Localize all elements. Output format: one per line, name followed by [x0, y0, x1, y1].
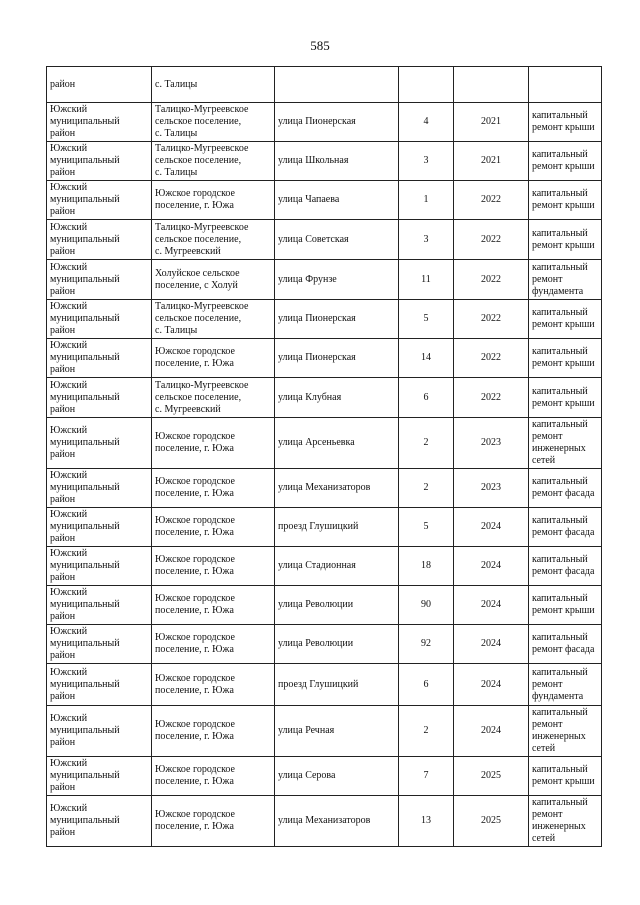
year-cell-text: 2023 — [481, 437, 501, 448]
house-number-cell-text: 6 — [423, 678, 429, 690]
table-row — [47, 706, 602, 757]
street-cell-text: улица Фрунзе — [278, 273, 337, 285]
house-number-cell — [399, 220, 454, 260]
page-number: 585 — [310, 38, 330, 53]
district-cell — [47, 664, 152, 706]
street-cell-text: улица Пионерская — [278, 352, 356, 363]
district-cell-text: Южский муниципальный район — [50, 379, 120, 415]
house-number-cell — [399, 67, 454, 103]
street-cell — [275, 67, 399, 103]
work-type-cell — [529, 418, 602, 469]
settlement-cell-text: Южское городское поселение, г. Южа — [155, 188, 235, 211]
year-cell — [454, 508, 529, 547]
house-number-cell-text: 11 — [421, 273, 431, 285]
table-row — [47, 757, 602, 796]
year-cell-text: 2023 — [481, 482, 501, 493]
street-cell-text: улица Механизаторов — [278, 482, 371, 493]
settlement-cell-text: Южское городское поселение, г. Южа — [155, 515, 235, 538]
house-number-cell-text: 4 — [423, 116, 429, 127]
house-number-cell-text: 2 — [423, 725, 429, 736]
district-cell — [47, 469, 152, 508]
work-type-cell-text: капитальный ремонт крыши — [532, 149, 595, 172]
street-cell — [275, 547, 399, 586]
settlement-cell-text: Южское городское поселение, г. Южа — [155, 719, 235, 742]
work-type-cell — [529, 67, 602, 103]
settlement-cell — [152, 181, 275, 220]
house-number-cell-text: 5 — [423, 521, 429, 532]
house-number-cell — [399, 664, 454, 706]
settlement-cell-text: Талицко-Мугреевское сельское поселение, с. Мугреевский — [155, 379, 249, 415]
district-cell-text: Южский муниципальный район — [50, 261, 120, 297]
work-type-cell-text: капитальный ремонт крыши — [532, 593, 595, 616]
table-row — [47, 796, 602, 847]
year-cell — [454, 757, 529, 796]
work-type-cell-text: капитальный ремонт крыши — [532, 385, 595, 409]
year-cell-text: 2024 — [481, 521, 501, 532]
year-cell-text: 2022 — [481, 391, 501, 403]
work-type-cell — [529, 378, 602, 418]
settlement-cell — [152, 220, 275, 260]
street-cell — [275, 103, 399, 142]
district-cell-text: район — [50, 78, 76, 90]
district-cell — [47, 378, 152, 418]
settlement-cell — [152, 260, 275, 300]
district-cell-text: Южский муниципальный район — [50, 425, 120, 460]
settlement-cell — [152, 586, 275, 625]
house-number-cell — [399, 796, 454, 847]
work-type-cell-text: капитальный ремонт инженерных сетей — [532, 707, 588, 754]
street-cell — [275, 181, 399, 220]
year-cell — [454, 664, 529, 706]
street-cell — [275, 706, 399, 757]
house-number-cell-text: 18 — [421, 560, 431, 571]
district-cell-text: Южский муниципальный район — [50, 104, 120, 139]
house-number-cell — [399, 300, 454, 339]
house-number-cell-text: 92 — [421, 638, 431, 649]
house-number-cell-text: 5 — [423, 313, 429, 324]
year-cell-text: 2024 — [481, 638, 501, 649]
housing-repair-table — [46, 66, 602, 847]
table-row — [47, 260, 602, 300]
settlement-cell-text: Южское городское поселение, г. Южа — [155, 809, 235, 832]
settlement-cell — [152, 418, 275, 469]
settlement-cell — [152, 547, 275, 586]
street-cell-text: улица Чапаева — [278, 194, 340, 205]
work-type-cell — [529, 757, 602, 796]
year-cell-text: 2024 — [481, 599, 501, 610]
settlement-cell-text: Талицко-Мугреевское сельское поселение, с. Мугреевский — [155, 221, 249, 257]
district-cell-text: Южский муниципальный район — [50, 340, 120, 375]
year-cell — [454, 378, 529, 418]
street-cell-text: улица Механизаторов — [278, 815, 371, 826]
year-cell — [454, 418, 529, 469]
district-cell-text: Южский муниципальный район — [50, 587, 120, 622]
work-type-cell — [529, 547, 602, 586]
settlement-cell-text: Южское городское поселение, г. Южа — [155, 431, 235, 454]
table-row — [47, 142, 602, 181]
table-row — [47, 181, 602, 220]
year-cell — [454, 706, 529, 757]
year-cell — [454, 220, 529, 260]
work-type-cell-text: капитальный ремонт фундамента — [532, 261, 588, 297]
work-type-cell — [529, 260, 602, 300]
house-number-cell-text: 2 — [423, 437, 429, 448]
house-number-cell — [399, 260, 454, 300]
work-type-cell-text: капитальный ремонт крыши — [532, 346, 595, 369]
house-number-cell — [399, 469, 454, 508]
district-cell-text: Южский муниципальный район — [50, 143, 120, 178]
table-row — [47, 220, 602, 260]
street-cell-text: улица Школьная — [278, 155, 349, 166]
settlement-cell-text: Южское городское поселение, г. Южа — [155, 632, 235, 655]
year-cell-text: 2024 — [481, 560, 501, 571]
house-number-cell — [399, 625, 454, 664]
work-type-cell-text: капитальный ремонт крыши — [532, 764, 595, 787]
table-row — [47, 469, 602, 508]
settlement-cell — [152, 300, 275, 339]
street-cell-text: улица Революции — [278, 638, 354, 649]
district-cell — [47, 103, 152, 142]
house-number-cell — [399, 418, 454, 469]
street-cell — [275, 664, 399, 706]
settlement-cell-text: Талицко-Мугреевское сельское поселение, с. Талицы — [155, 301, 249, 336]
house-number-cell — [399, 339, 454, 378]
street-cell — [275, 586, 399, 625]
work-type-cell — [529, 339, 602, 378]
street-cell-text: улица Советская — [278, 233, 349, 245]
house-number-cell-text: 13 — [421, 815, 431, 826]
district-cell — [47, 796, 152, 847]
table-row — [47, 625, 602, 664]
table-row — [47, 547, 602, 586]
house-number-cell-text: 14 — [421, 352, 431, 363]
settlement-cell — [152, 103, 275, 142]
house-number-cell — [399, 547, 454, 586]
house-number-cell-text: 1 — [423, 194, 429, 205]
street-cell — [275, 378, 399, 418]
work-type-cell — [529, 469, 602, 508]
settlement-cell — [152, 757, 275, 796]
district-cell — [47, 586, 152, 625]
work-type-cell-text: капитальный ремонт фасада — [532, 632, 595, 655]
district-cell — [47, 67, 152, 103]
work-type-cell-text: капитальный ремонт инженерных сетей — [532, 797, 588, 844]
house-number-cell-text: 2 — [423, 482, 429, 493]
year-cell — [454, 625, 529, 664]
district-cell — [47, 300, 152, 339]
year-cell — [454, 142, 529, 181]
district-cell-text: Южский муниципальный район — [50, 626, 120, 661]
street-cell-text: улица Речная — [278, 725, 335, 736]
settlement-cell-text: с. Талицы — [155, 78, 198, 90]
work-type-cell — [529, 625, 602, 664]
settlement-cell-text: Южское городское поселение, г. Южа — [155, 593, 235, 616]
year-cell-text: 2025 — [481, 770, 501, 781]
year-cell — [454, 260, 529, 300]
table-row — [47, 586, 602, 625]
table-row — [47, 378, 602, 418]
work-type-cell — [529, 706, 602, 757]
year-cell-text: 2022 — [481, 233, 501, 245]
year-cell-text: 2021 — [481, 155, 501, 166]
year-cell-text: 2024 — [481, 678, 501, 690]
street-cell — [275, 757, 399, 796]
settlement-cell-text: Южское городское поселение, г. Южа — [155, 554, 235, 577]
work-type-cell-text: капитальный ремонт крыши — [532, 227, 595, 251]
settlement-cell — [152, 142, 275, 181]
settlement-cell — [152, 664, 275, 706]
work-type-cell — [529, 664, 602, 706]
house-number-cell — [399, 757, 454, 796]
year-cell-text: 2022 — [481, 352, 501, 363]
street-cell-text: проезд Глушицкий — [278, 678, 359, 690]
table-row — [47, 508, 602, 547]
district-cell-text: Южский муниципальный район — [50, 713, 120, 748]
year-cell — [454, 469, 529, 508]
year-cell — [454, 586, 529, 625]
district-cell — [47, 757, 152, 796]
work-type-cell-text: капитальный ремонт фундамента — [532, 666, 588, 702]
year-cell — [454, 67, 529, 103]
street-cell — [275, 300, 399, 339]
district-cell — [47, 508, 152, 547]
street-cell-text: улица Клубная — [278, 391, 342, 403]
street-cell — [275, 220, 399, 260]
district-cell-text: Южский муниципальный район — [50, 548, 120, 583]
work-type-cell-text: капитальный ремонт инженерных сетей — [532, 419, 588, 466]
settlement-cell-text: Талицко-Мугреевское сельское поселение, с. Талицы — [155, 104, 249, 139]
district-cell-text: Южский муниципальный район — [50, 470, 120, 505]
house-number-cell — [399, 508, 454, 547]
work-type-cell — [529, 586, 602, 625]
work-type-cell-text: капитальный ремонт фасада — [532, 476, 595, 499]
street-cell — [275, 260, 399, 300]
district-cell-text: Южский муниципальный район — [50, 301, 120, 336]
house-number-cell — [399, 103, 454, 142]
table-row — [47, 664, 602, 706]
year-cell — [454, 103, 529, 142]
work-type-cell-text: капитальный ремонт крыши — [532, 188, 595, 211]
year-cell — [454, 547, 529, 586]
year-cell-text: 2022 — [481, 313, 501, 324]
settlement-cell-text: Южское городское поселение, г. Южа — [155, 764, 235, 787]
settlement-cell — [152, 706, 275, 757]
district-cell-text: Южский муниципальный район — [50, 221, 120, 257]
settlement-cell-text: Талицко-Мугреевское сельское поселение, с. Талицы — [155, 143, 249, 178]
work-type-cell — [529, 181, 602, 220]
district-cell — [47, 142, 152, 181]
house-number-cell — [399, 706, 454, 757]
house-number-cell-text: 3 — [423, 233, 429, 245]
table-row — [47, 103, 602, 142]
district-cell — [47, 418, 152, 469]
house-number-cell-text: 90 — [421, 599, 431, 610]
year-cell — [454, 339, 529, 378]
district-cell — [47, 547, 152, 586]
district-cell-text: Южский муниципальный район — [50, 182, 120, 217]
street-cell-text: улица Арсеньевка — [278, 437, 355, 448]
table-row — [47, 300, 602, 339]
district-cell-text: Южский муниципальный район — [50, 758, 120, 793]
house-number-cell-text: 7 — [423, 770, 429, 781]
year-cell-text: 2025 — [481, 815, 501, 826]
year-cell — [454, 181, 529, 220]
district-cell-text: Южский муниципальный район — [50, 509, 120, 544]
work-type-cell — [529, 508, 602, 547]
work-type-cell — [529, 142, 602, 181]
house-number-cell-text: 6 — [423, 391, 429, 403]
street-cell — [275, 339, 399, 378]
street-cell — [275, 469, 399, 508]
year-cell-text: 2022 — [481, 194, 501, 205]
settlement-cell — [152, 469, 275, 508]
district-cell — [47, 339, 152, 378]
house-number-cell-text: 3 — [423, 155, 429, 166]
house-number-cell — [399, 378, 454, 418]
house-number-cell — [399, 586, 454, 625]
district-cell — [47, 220, 152, 260]
settlement-cell — [152, 339, 275, 378]
district-cell-text: Южский муниципальный район — [50, 803, 120, 838]
street-cell — [275, 508, 399, 547]
year-cell-text: 2021 — [481, 116, 501, 127]
street-cell — [275, 625, 399, 664]
settlement-cell — [152, 67, 275, 103]
district-cell — [47, 260, 152, 300]
work-type-cell-text: капитальный ремонт крыши — [532, 307, 595, 330]
district-cell — [47, 625, 152, 664]
year-cell — [454, 300, 529, 339]
work-type-cell-text: капитальный ремонт фасада — [532, 515, 595, 538]
street-cell — [275, 418, 399, 469]
street-cell-text: улица Стадионная — [278, 560, 356, 571]
settlement-cell-text: Южское городское поселение, г. Южа — [155, 672, 235, 696]
settlement-cell-text: Южское городское поселение, г. Южа — [155, 346, 235, 369]
district-cell — [47, 181, 152, 220]
street-cell-text: улица Пионерская — [278, 116, 356, 127]
work-type-cell-text: капитальный ремонт крыши — [532, 110, 595, 133]
settlement-cell-text: Южское городское поселение, г. Южа — [155, 476, 235, 499]
year-cell-text: 2024 — [481, 725, 501, 736]
year-cell — [454, 796, 529, 847]
street-cell-text: улица Серова — [278, 770, 336, 781]
settlement-cell — [152, 796, 275, 847]
street-cell-text: проезд Глушицкий — [278, 521, 359, 532]
district-cell — [47, 706, 152, 757]
street-cell-text: улица Революции — [278, 599, 354, 610]
street-cell-text: улица Пионерская — [278, 313, 356, 324]
street-cell — [275, 796, 399, 847]
table-row — [47, 67, 602, 103]
settlement-cell — [152, 625, 275, 664]
year-cell-text: 2022 — [481, 273, 501, 285]
settlement-cell — [152, 508, 275, 547]
work-type-cell — [529, 796, 602, 847]
house-number-cell — [399, 142, 454, 181]
district-cell-text: Южский муниципальный район — [50, 666, 120, 702]
work-type-cell — [529, 103, 602, 142]
work-type-cell — [529, 300, 602, 339]
table-row — [47, 418, 602, 469]
street-cell — [275, 142, 399, 181]
house-number-cell — [399, 181, 454, 220]
settlement-cell — [152, 378, 275, 418]
table-body — [47, 67, 602, 847]
table-row — [47, 339, 602, 378]
work-type-cell-text: капитальный ремонт фасада — [532, 554, 595, 577]
settlement-cell-text: Холуйское сельское поселение, с Холуй — [155, 267, 240, 291]
work-type-cell — [529, 220, 602, 260]
